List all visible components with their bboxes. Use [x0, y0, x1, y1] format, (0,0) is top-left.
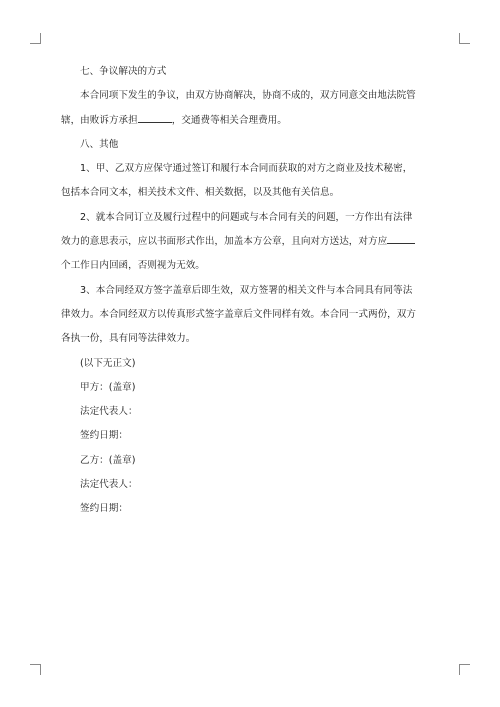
clause-2-line-3: 个工作日内回函，否则视为无效。: [61, 260, 205, 272]
corner-mark-top-left: [30, 33, 41, 44]
party-a-seal: 甲方：(盖章): [80, 381, 136, 393]
end-of-text-note: (以下无正文): [80, 357, 136, 369]
party-b-seal: 乙方：(盖章): [80, 454, 136, 466]
corner-mark-bottom-left: [30, 664, 41, 675]
party-a-sign-date: 签约日期：: [80, 430, 128, 442]
clause-2-line-2: [61, 230, 441, 254]
party-b-sign-date: 签约日期：: [80, 503, 128, 515]
clause-3-line-2: 律效力。本合同经双方以传真形式签字盖章后文件同样有效。本合同一式两份，双方: [61, 308, 416, 320]
party-b-representative: 法定代表人：: [80, 479, 138, 491]
section-7-text-line-2-a: 辖，由败诉方承担: [61, 114, 138, 126]
section-8-heading: 八、其他: [80, 138, 119, 150]
clause-3-line-1: 3、本合同经双方签字盖章后即生效，双方签署的相关文件与本合同具有同等法: [80, 284, 413, 296]
document-body: [61, 60, 441, 522]
corner-mark-bottom-right: [459, 664, 470, 675]
clause-2-line-1: 2、就本合同订立及履行过程中的问题或与本合同有关的问题，一方作出有法律: [80, 211, 413, 223]
section-7-heading: 七、争议解决的方式: [80, 66, 167, 77]
clause-1-line-2: 包括本合同文本，相关技术文件、相关数据，以及其他有关信息。: [61, 187, 340, 199]
clause-2-line-2-text: 效力的意思表示，应以书面形式作出，加盖本方公章，且向对方送达，对方应: [61, 236, 388, 248]
fill-blank: [138, 111, 172, 123]
fill-blank: [387, 232, 415, 244]
section-7-text-line-1: 本合同项下发生的争议，由双方协商解决，协商不成的，双方同意交由地法院管: [80, 90, 416, 102]
clause-3-line-3: 各执一份，具有同等法律效力。: [61, 333, 196, 345]
section-7-text-line-2: [61, 109, 441, 133]
section-7-text-line-2-b: ，交通费等相关合理费用。: [171, 114, 287, 126]
party-a-representative: 法定代表人：: [80, 406, 138, 418]
clause-1-line-1: 1、甲、乙双方应保守通过签订和履行本合同而获取的对方之商业及技术秘密，: [80, 163, 413, 175]
corner-mark-top-right: [459, 33, 470, 44]
